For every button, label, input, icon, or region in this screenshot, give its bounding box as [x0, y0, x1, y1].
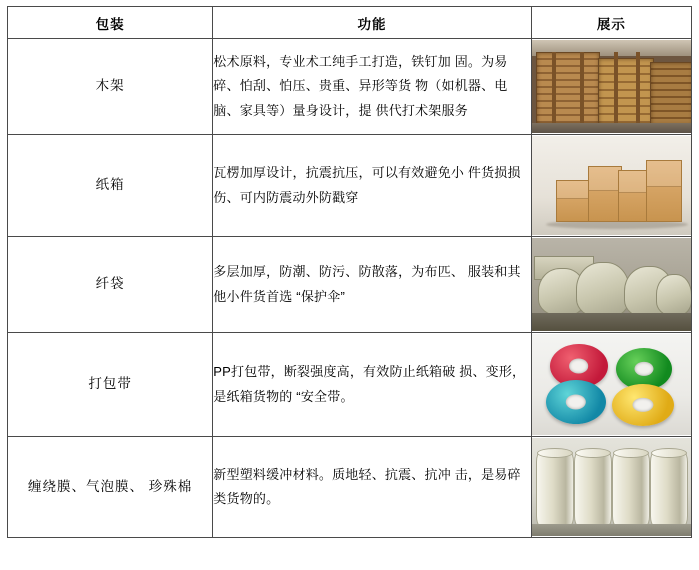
film-roll-shape	[574, 452, 612, 526]
column-header-package: 包装	[8, 7, 213, 39]
roll-core	[634, 362, 653, 376]
crate-shape	[598, 58, 654, 126]
carton-box-shape	[588, 166, 622, 222]
roll-core	[632, 398, 653, 412]
wooden-crates-photo	[532, 40, 691, 133]
table-row	[8, 39, 692, 135]
column-header-function: 功能	[213, 7, 531, 39]
woven-bag-shape	[576, 262, 630, 318]
crate-beam	[552, 52, 556, 124]
table-header-row	[8, 7, 692, 39]
cell-package-name: 缠绕膜、气泡膜、 珍殊棉	[8, 437, 213, 538]
photo-floor	[532, 524, 691, 536]
strapping-roll-shape	[612, 384, 674, 426]
cell-package-name: 纤袋	[8, 237, 213, 333]
crate-beam	[614, 52, 618, 124]
photo-floor	[532, 313, 691, 331]
film-roll-shape	[650, 452, 688, 526]
table-body	[8, 39, 692, 538]
table-row	[8, 437, 692, 538]
strapping-roll-shape	[546, 380, 606, 424]
cell-function-text: 新型塑料缓冲材料。质地轻、抗震、抗冲 击，是易碎类货物的。	[213, 437, 531, 538]
table-row	[8, 135, 692, 237]
cell-display-image	[531, 437, 691, 538]
crate-beam	[636, 52, 640, 124]
cell-package-name: 打包带	[8, 333, 213, 437]
cell-function-text: 瓦楞加厚设计，抗震抗压，可以有效避免小 件货损损伤、可内防震动外防戳穿	[213, 135, 531, 237]
crate-beam	[580, 52, 584, 124]
cell-display-image	[531, 237, 691, 333]
strapping-rolls-photo	[532, 334, 691, 435]
woven-bags-photo	[532, 238, 691, 331]
cell-function-text: 多层加厚，防潮、防污、防散落，为布匹、 服装和其他小件货首选 “保护伞”	[213, 237, 531, 333]
cell-display-image	[531, 333, 691, 437]
table-row	[8, 333, 692, 437]
cell-display-image	[531, 39, 691, 135]
carton-box-shape	[646, 160, 682, 222]
table-header	[8, 7, 692, 39]
packaging-materials-table	[7, 6, 692, 538]
column-header-display: 展示	[531, 7, 691, 39]
crate-shape	[650, 62, 691, 126]
carton-box-shape	[556, 180, 592, 222]
cardboard-boxes-photo	[532, 136, 691, 235]
stretch-film-rolls-photo	[532, 438, 691, 536]
film-roll-shape	[612, 452, 650, 526]
cell-package-name: 纸箱	[8, 135, 213, 237]
cell-package-name: 木架	[8, 39, 213, 135]
photo-floor	[532, 123, 691, 133]
cell-display-image	[531, 135, 691, 237]
woven-bag-shape	[656, 274, 691, 316]
cell-function-text: PP打包带，断裂强度高，有效防止纸箱破 损、变形，是纸箱货物的 “安全带。	[213, 333, 531, 437]
film-roll-shape	[536, 452, 574, 526]
roll-core	[569, 359, 589, 374]
cell-function-text: 松术原料，专业术工纯手工打造，铁钉加 固。为易碎、怕刮、怕压、贵重、异形等货 物（如机器、电脑、家具等）量身设计，提 供代打术架服务	[213, 39, 531, 135]
roll-core	[566, 395, 586, 410]
table-row	[8, 237, 692, 333]
crate-shape	[536, 52, 600, 126]
